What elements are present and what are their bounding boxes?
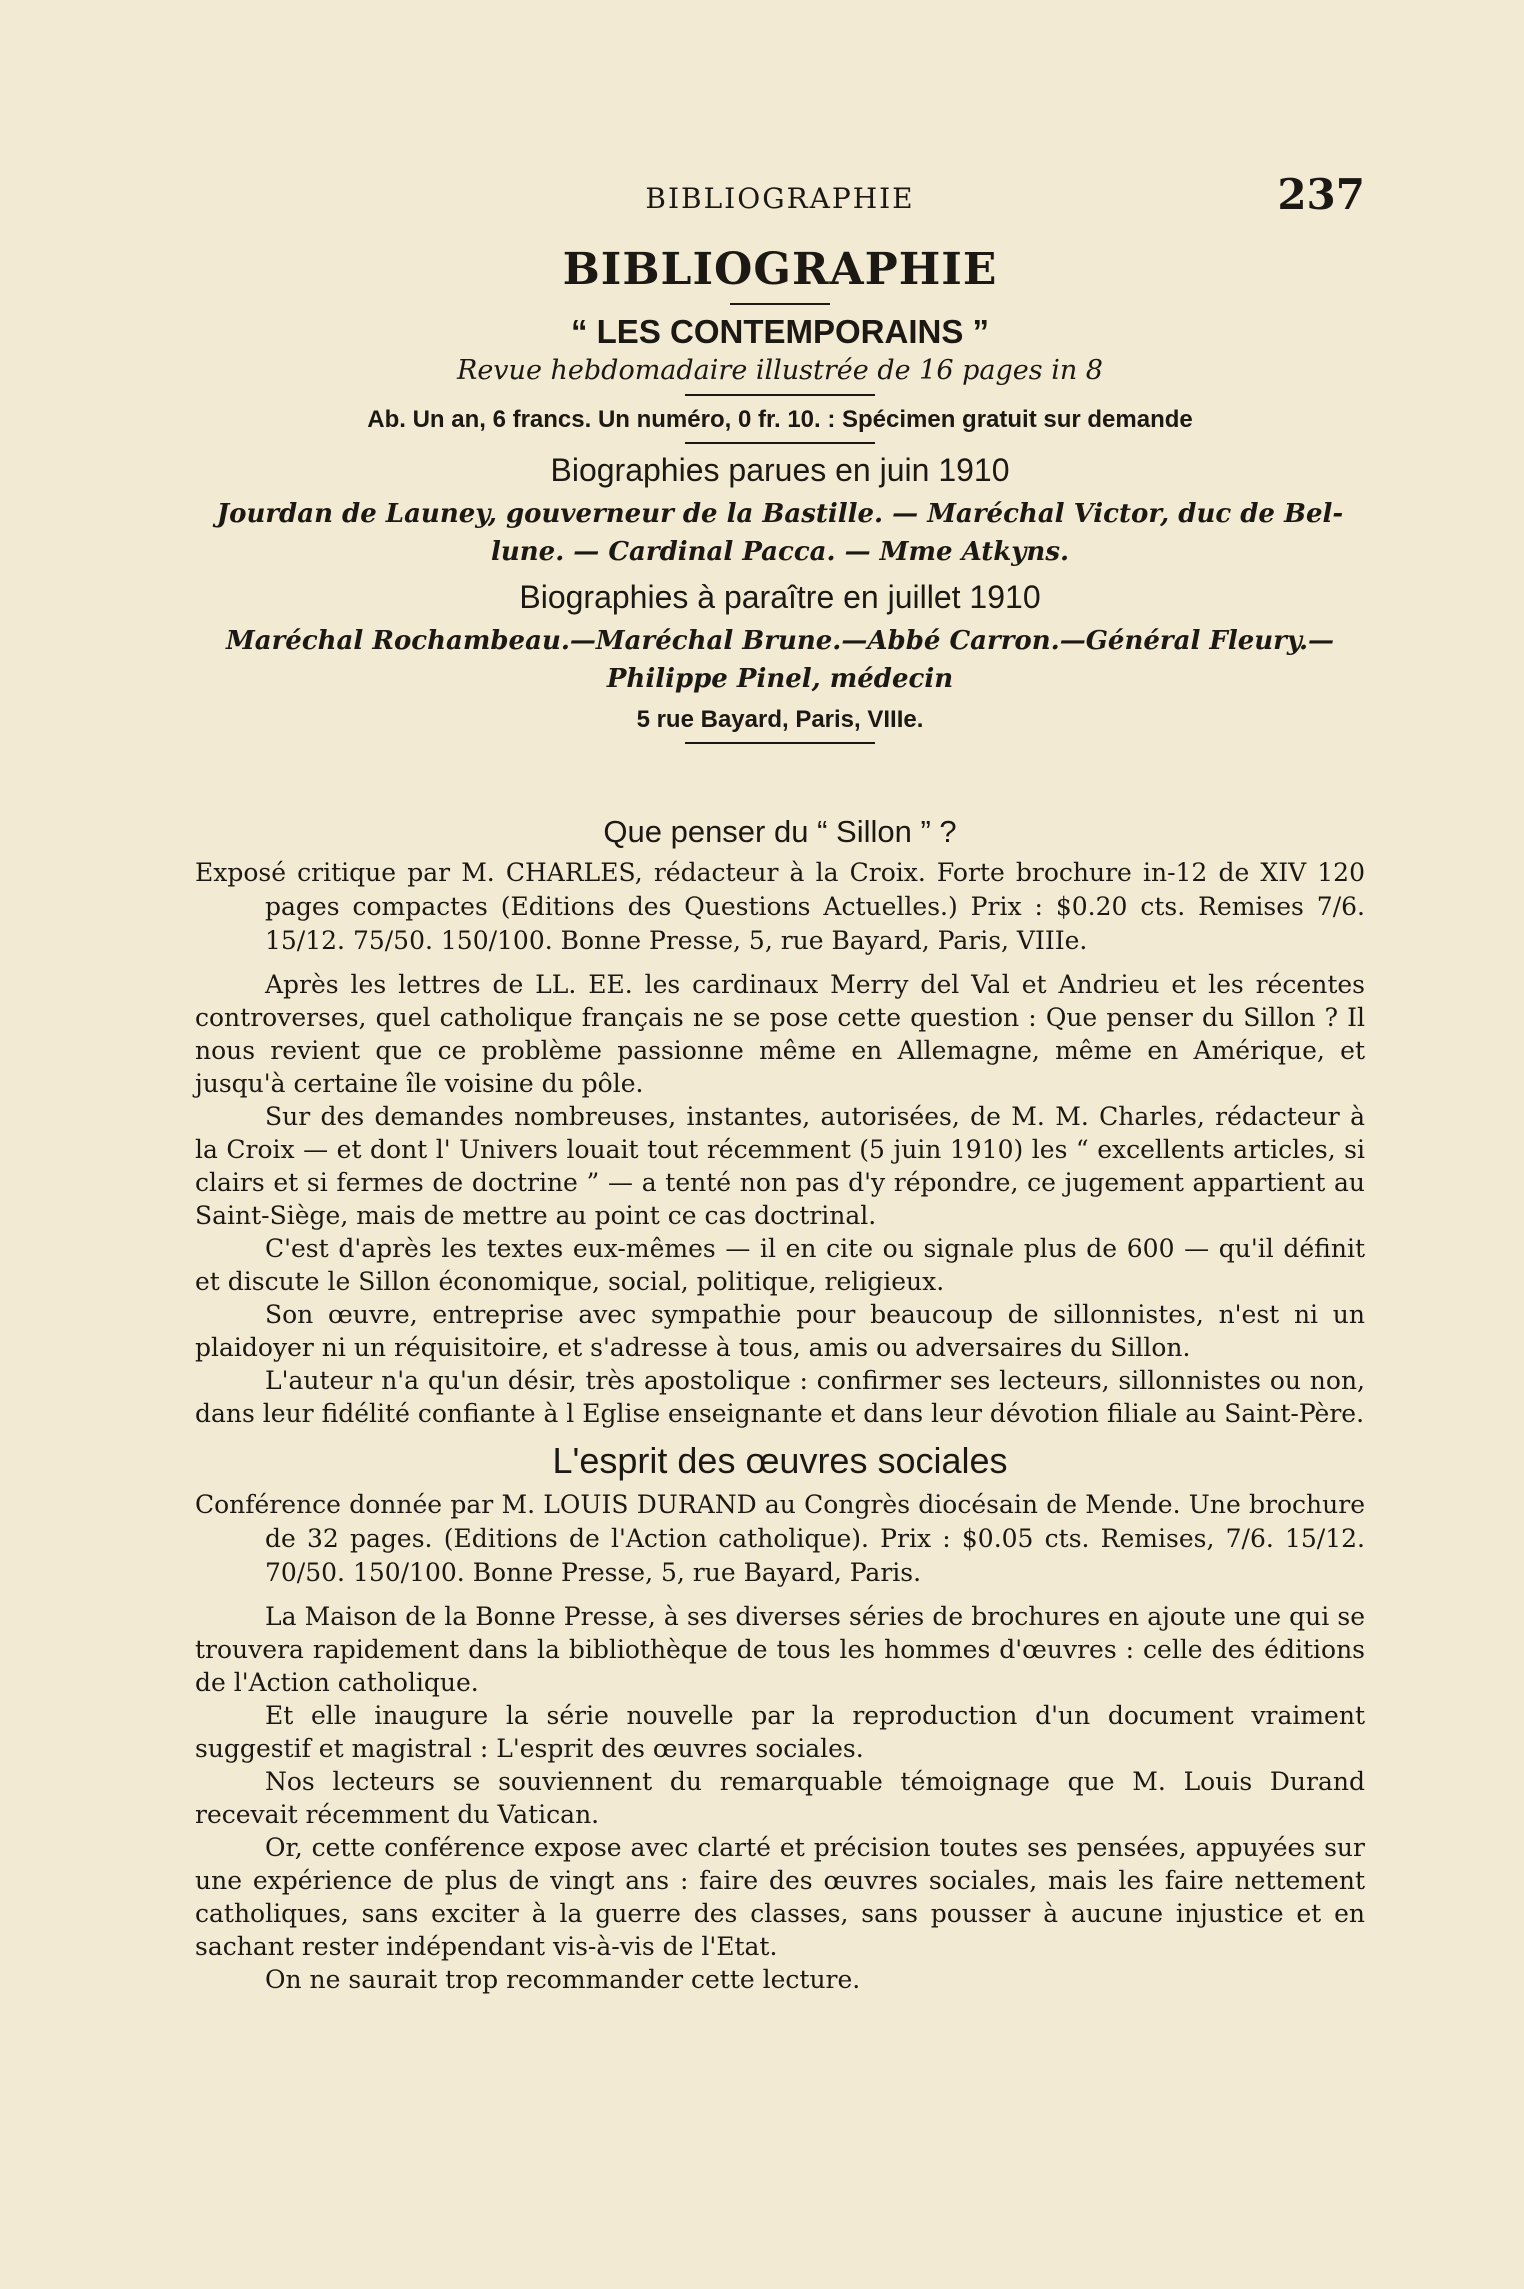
parues-heading: Biographies parues en juin 1910 xyxy=(550,452,1010,488)
esprit-paragraph: Or, cette conférence expose avec clarté et précision toutes ses pensées, appuyées sur une expérience de plus de vingt ans : faire des œuvres sociales, mais les faire nettement catholiques, sans exciter à la guerre des classes, sans pousser à aucune injustice et en sachant rester indépendant vis-à-vis de l'Etat. xyxy=(195,1833,1365,1961)
revue-name: “ LES CONTEMPORAINS ” xyxy=(570,313,990,350)
revue-tagline: Revue hebdomadaire illustrée de 16 pages in 8 xyxy=(457,355,1103,386)
page xyxy=(195,170,1365,1996)
esprit-entry: Conférence donnée par M. LOUIS DURAND au Congrès diocésain de Mende. Une brochure de 32 pages. (Editions de l'Action catholique). Prix : $0.05 cts. Remises, 7/6. 15/12. 70/50. 150/100. Bonne Presse, 5, rue Bayard, Paris. xyxy=(195,1490,1365,1587)
sillon-paragraph: Son œuvre, entreprise avec sympathie pour beaucoup de sillonnistes, n'est ni un plaidoyer ni un réquisitoire, et s'adresse à tous, amis ou adversaires du Sillon. xyxy=(195,1300,1365,1362)
esprit-heading: L'esprit des œuvres sociales xyxy=(552,1440,1008,1481)
sillon-paragraph: L'auteur n'a qu'un désir, très apostolique : confirmer ses lecteurs, sillonnistes ou non, dans leur fidélité confiante à l Eglise enseignante et dans leur dévotion filiale au Saint-Père. xyxy=(195,1366,1365,1428)
sillon-paragraph: Après les lettres de LL. EE. les cardinaux Merry del Val et Andrieu et les récentes controverses, quel catholique français ne se pose cette question : Que penser du Sillon ? Il nous revient que ce problème passionne même en Allemagne, même en Amérique, et jusqu'à certaine île voisine du pôle. xyxy=(195,970,1365,1098)
running-title: BIBLIOGRAPHIE xyxy=(645,182,915,215)
divider xyxy=(685,394,875,396)
sillon-paragraph: Sur des demandes nombreuses, instantes, autorisées, de M. M. Charles, rédacteur à la Croix — et dont l' Univers louait tout récemment (5 juin 1910) les “ excellents articles, si clairs et si fermes de doctrine ” — a tenté non pas d'y répondre, ce jugement appartient au Saint-Siège, mais de mettre au point ce cas doctrinal. xyxy=(195,1102,1365,1230)
esprit-paragraph: On ne saurait trop recommander cette lecture. xyxy=(265,1965,861,1994)
running-head xyxy=(195,170,1365,222)
subscription-line: Ab. Un an, 6 francs. Un numéro, 0 fr. 10. : Spécimen gratuit sur demande xyxy=(367,406,1193,433)
sillon-paragraph: C'est d'après les textes eux-mêmes — il en cite ou signale plus de 600 — qu'il définit et discute le Sillon économique, social, politique, religieux. xyxy=(195,1234,1365,1296)
divider xyxy=(730,303,830,305)
a-paraitre-heading: Biographies à paraître en juillet 1910 xyxy=(519,579,1041,615)
divider xyxy=(685,742,875,744)
esprit-paragraph: La Maison de la Bonne Presse, à ses diverses séries de brochures en ajoute une qui se trouvera rapidement dans la bibliothèque de tous les hommes d'œuvres : celle des éditions de l'Action catholique. xyxy=(195,1602,1365,1697)
divider xyxy=(685,442,875,444)
sillon-heading: Que penser du “ Sillon ” ? xyxy=(603,814,957,849)
a-paraitre-names: Maréchal Rochambeau.—Maréchal Brune.—Abbé Carron.—Général Fleury.— Philippe Pinel, médecin xyxy=(225,626,1335,694)
esprit-paragraph: Et elle inaugure la série nouvelle par la reproduction d'un document vraiment suggestif et magistral : L'esprit des œuvres sociales. xyxy=(195,1701,1365,1763)
sillon-entry: Exposé critique par M. CHARLES, rédacteur à la Croix. Forte brochure in-12 de XIV 120 pages compactes (Editions des Questions Actuelles.) Prix : $0.20 cts. Remises 7/6. 15/12. 75/50. 150/100. Bonne Presse, 5, rue Bayard, Paris, VIIIe. xyxy=(195,858,1365,955)
main-title: BIBLIOGRAPHIE xyxy=(562,244,998,295)
publisher-address: 5 rue Bayard, Paris, VIIIe. xyxy=(636,706,924,733)
page-number: 237 xyxy=(1277,170,1365,219)
parues-names: Jourdan de Launey, gouverneur de la Bastille. — Maréchal Victor, duc de Bel-lune. — Cardinal Pacca. — Mme Atkyns. xyxy=(216,499,1344,567)
esprit-paragraph: Nos lecteurs se souviennent du remarquable témoignage que M. Louis Durand recevait récemment du Vatican. xyxy=(195,1767,1365,1829)
